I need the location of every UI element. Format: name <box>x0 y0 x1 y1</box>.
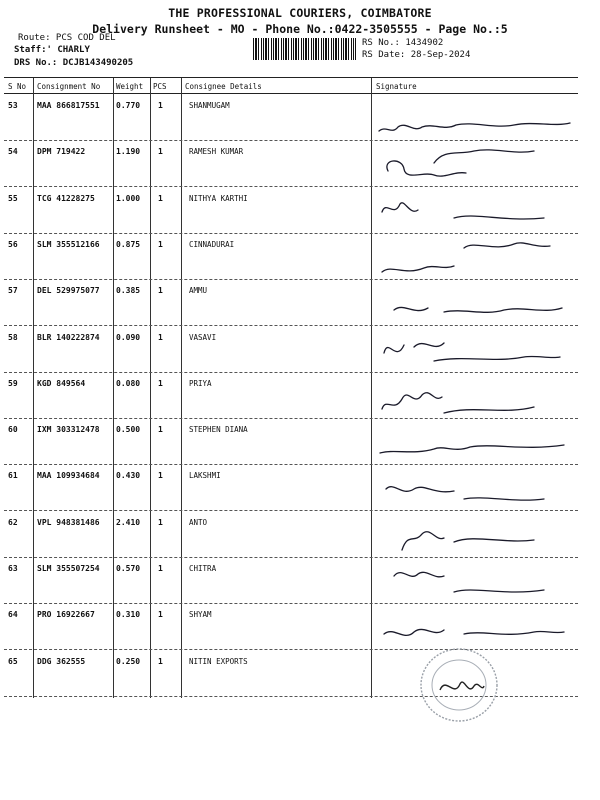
table-row <box>4 465 578 511</box>
table-row <box>4 141 578 187</box>
row-pcs: 1 <box>158 471 163 481</box>
recipient-signature <box>374 604 574 650</box>
col-header-sno: S No <box>8 82 27 91</box>
row-pcs: 1 <box>158 101 163 110</box>
row-consignment-no: SLM 355512166 <box>37 239 100 249</box>
row-consignment-no: DDG 362555 <box>37 656 86 666</box>
company-title: THE PROFESSIONAL COURIERS, COIMBATORE <box>168 6 432 20</box>
recipient-signature <box>374 234 574 280</box>
row-sno: 59 <box>8 378 18 388</box>
row-sno: 58 <box>8 332 18 342</box>
row-pcs: 1 <box>158 286 163 296</box>
row-consignee: NITIN EXPORTS <box>189 656 248 666</box>
row-consignment-no: MAA 866817551 <box>37 101 100 110</box>
row-sno: 64 <box>8 610 18 620</box>
table-row <box>4 188 578 234</box>
row-weight: 2.410 <box>116 517 141 527</box>
row-consignment-no: DPM 719422 <box>37 147 86 157</box>
recipient-signature <box>374 280 574 326</box>
table-row <box>4 558 578 604</box>
barcode-image <box>253 38 356 60</box>
col-header-pcs: PCS <box>153 82 167 91</box>
col-header-signature: Signature <box>376 82 417 91</box>
table-row <box>4 327 578 373</box>
recipient-signature <box>374 327 574 373</box>
row-consignment-no: MAA 109934684 <box>37 471 100 481</box>
recipient-signature <box>374 188 574 234</box>
row-weight: 0.430 <box>116 471 141 481</box>
table-row <box>4 234 578 280</box>
row-weight: 1.190 <box>116 147 141 157</box>
row-sno: 60 <box>8 425 18 435</box>
recipient-signature <box>374 558 574 604</box>
row-sno: 61 <box>8 471 18 481</box>
row-weight: 0.500 <box>116 425 141 435</box>
row-consignee: STEPHEN DIANA <box>189 425 248 435</box>
company-seal-stamp <box>418 646 500 724</box>
row-consignee: ANTO <box>189 517 208 527</box>
row-consignee: PRIYA <box>189 378 212 388</box>
row-sno: 55 <box>8 193 18 203</box>
col-header-consignment: Consignment No <box>37 82 101 91</box>
row-sno: 65 <box>8 656 18 666</box>
recipient-signature <box>374 95 574 141</box>
row-weight: 0.310 <box>116 610 141 620</box>
route-label: Route: PCS COD DEL <box>18 33 116 43</box>
row-consignment-no: DEL 529975077 <box>37 286 100 296</box>
row-consignee: CINNADURAI <box>189 239 235 249</box>
row-pcs: 1 <box>158 239 163 249</box>
row-consignee: LAKSHMI <box>189 471 221 481</box>
row-sno: 54 <box>8 147 18 157</box>
row-weight: 1.000 <box>116 193 141 203</box>
table-top-rule <box>4 77 578 78</box>
row-pcs: 1 <box>158 425 163 435</box>
recipient-signature <box>374 465 574 511</box>
recipient-signature <box>374 141 574 187</box>
table-row <box>4 280 578 326</box>
row-consignee: VASAVI <box>189 332 217 342</box>
row-weight: 0.080 <box>116 378 141 388</box>
table-row <box>4 512 578 558</box>
table-row <box>4 419 578 465</box>
row-pcs: 1 <box>158 564 163 573</box>
row-pcs: 1 <box>158 193 163 203</box>
row-sno: 53 <box>8 101 18 110</box>
col-header-weight: Weight <box>116 82 144 91</box>
row-pcs: 1 <box>158 332 163 342</box>
row-consignment-no: PRO 16922667 <box>37 610 95 620</box>
drs-number: DRS No.: DCJB143490205 <box>14 58 134 68</box>
runsheet-subtitle: Delivery Runsheet - MO - Phone No.:0422-3505555 - Page No.:5 <box>92 22 508 36</box>
row-pcs: 1 <box>158 147 163 157</box>
row-pcs: 1 <box>158 378 163 388</box>
staff-label: Staff:' CHARLY <box>14 45 90 55</box>
recipient-signature <box>374 512 574 558</box>
row-weight: 0.875 <box>116 239 141 249</box>
row-weight: 0.770 <box>116 101 141 110</box>
row-sno: 62 <box>8 517 18 527</box>
rs-number: RS No.: 1434902 <box>362 38 444 48</box>
row-consignee: SHANMUGAM <box>189 101 230 110</box>
row-weight: 0.090 <box>116 332 141 342</box>
row-consignee: NITHYA KARTHI <box>189 193 248 203</box>
row-consignment-no: SLM 355507254 <box>37 564 100 573</box>
row-consignee: CHITRA <box>189 564 217 573</box>
row-pcs: 1 <box>158 610 163 620</box>
row-sno: 63 <box>8 564 18 573</box>
row-pcs: 1 <box>158 656 163 666</box>
row-consignment-no: KGD 849564 <box>37 378 86 388</box>
row-weight: 0.250 <box>116 656 141 666</box>
row-consignment-no: VPL 948381486 <box>37 517 100 527</box>
recipient-signature <box>374 419 574 465</box>
row-consignee: AMMU <box>189 286 208 296</box>
row-sno: 57 <box>8 286 18 296</box>
table-row <box>4 373 578 419</box>
row-consignment-no: BLR 140222874 <box>37 332 100 342</box>
row-weight: 0.385 <box>116 286 141 296</box>
row-sno: 56 <box>8 239 18 249</box>
row-pcs: 1 <box>158 517 163 527</box>
recipient-signature <box>374 373 574 419</box>
row-consignee: RAMESH KUMAR <box>189 147 244 157</box>
table-row <box>4 95 578 141</box>
header-bottom-rule <box>4 93 578 94</box>
table-row <box>4 604 578 650</box>
row-consignee: SHYAM <box>189 610 212 620</box>
col-header-consignee: Consignee Details <box>185 82 262 91</box>
row-weight: 0.570 <box>116 564 141 573</box>
row-consignment-no: IXM 303312478 <box>37 425 100 435</box>
rs-date: RS Date: 28-Sep-2024 <box>362 50 471 60</box>
row-consignment-no: TCG 41228275 <box>37 193 95 203</box>
